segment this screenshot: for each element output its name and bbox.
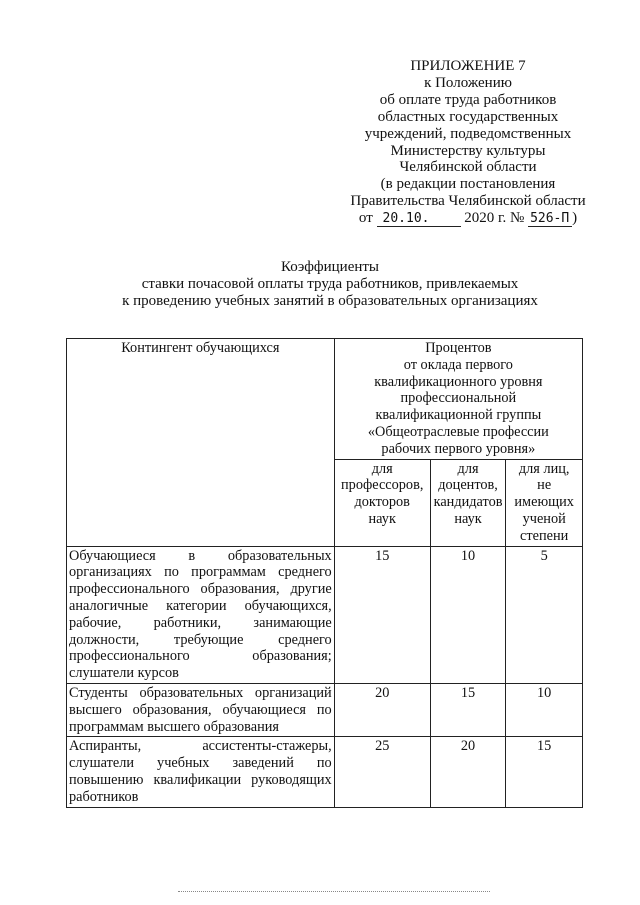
footer-divider: [178, 891, 490, 892]
rate-no-degree-cell: 5: [506, 546, 583, 683]
subheader-line: наук: [368, 510, 396, 527]
closing-paren: ): [572, 210, 578, 227]
header-percent-line: от оклада первого: [403, 356, 513, 373]
header-percent-line: рабочих первого уровня»: [381, 440, 536, 457]
date-year: 2020 г. №: [464, 210, 525, 227]
table-row: [67, 737, 583, 807]
header-percent-line: Процентов: [425, 340, 492, 356]
subheader-line: для лиц,: [518, 460, 570, 477]
subheader-line: не: [537, 477, 552, 494]
title-subline: ставки почасовой оплаты труда работников, привлекаемых: [141, 276, 519, 292]
subheader-line: ученой: [522, 510, 566, 527]
header-percent-line: «Общеотраслевые профессии: [367, 423, 549, 440]
subheader-line: кандидатов: [433, 494, 503, 511]
subheader-line: для: [371, 460, 393, 477]
header-percent-line: квалификационной группы: [375, 407, 542, 424]
title-subline: к проведению учебных занятий в образовательных организациях: [122, 293, 538, 309]
rates-table: [66, 338, 583, 808]
annex-line: об оплате труда работников: [379, 91, 557, 108]
rate-docents-cell: 20: [430, 737, 506, 807]
subheader-professors: [334, 459, 430, 546]
header-percent: [334, 339, 582, 460]
rate-professors-cell: 25: [334, 737, 430, 807]
header-contingent: Контингент обучающихся: [67, 339, 335, 547]
table-row: [67, 683, 583, 736]
annex-line: областных государственных: [377, 108, 559, 125]
rate-no-degree-cell: 10: [506, 683, 583, 736]
subheader-docents: [430, 459, 506, 546]
rate-professors-cell: 15: [334, 546, 430, 683]
contingent-cell: Обучающиеся в образовательных организациях по программам среднего профессионального образования, другие аналогичные категории обучающихся, рабочие, работники, занимающие должности, требующие среднего профессионального образования; слушатели курсов: [67, 546, 335, 683]
subheader-line: имеющих: [514, 494, 574, 511]
resolution-date-line: [326, 210, 610, 227]
date-field: 20.10.: [377, 212, 461, 227]
annex-line: Министерству культуры: [390, 142, 546, 159]
subheader-line: для: [457, 460, 479, 477]
rate-docents-cell: 10: [430, 546, 506, 683]
document-title: [60, 259, 600, 310]
subheader-line: доцентов,: [438, 477, 498, 494]
rate-no-degree-cell: 15: [506, 737, 583, 807]
annex-line: учреждений, подведомственных: [364, 125, 572, 142]
date-prefix: от: [358, 210, 373, 227]
annex-line: к Положению: [424, 74, 512, 91]
contingent-cell: Студенты образовательных организаций высшего образования, обучающиеся по программам высшего образования: [67, 683, 335, 736]
annex-title: ПРИЛОЖЕНИЕ 7: [410, 58, 526, 74]
resolution-number-field: 526-П: [528, 212, 572, 227]
contingent-cell: Аспиранты, ассистенты-стажеры, слушатели учебных заведений по повышению квалификации руководящих работников: [67, 737, 335, 807]
subheader-line: степени: [520, 527, 569, 544]
annex-line: Челябинской области: [399, 159, 537, 176]
annex-line: Правительства Челябинской области: [350, 193, 586, 210]
subheader-line: профессоров,: [341, 477, 424, 494]
table-header-row: [67, 339, 583, 460]
annex-line: (в редакции постановления: [380, 176, 556, 193]
table-row: [67, 546, 583, 683]
header-percent-line: профессиональной: [400, 390, 517, 407]
rate-docents-cell: 15: [430, 683, 506, 736]
header-percent-line: квалификационного уровня: [374, 373, 543, 390]
subheader-line: докторов: [354, 494, 410, 511]
rate-professors-cell: 20: [334, 683, 430, 736]
title-heading: Коэффициенты: [280, 259, 380, 275]
subheader-line: наук: [454, 510, 482, 527]
subheader-no-degree: [506, 459, 583, 546]
annex-reference: [326, 58, 610, 227]
